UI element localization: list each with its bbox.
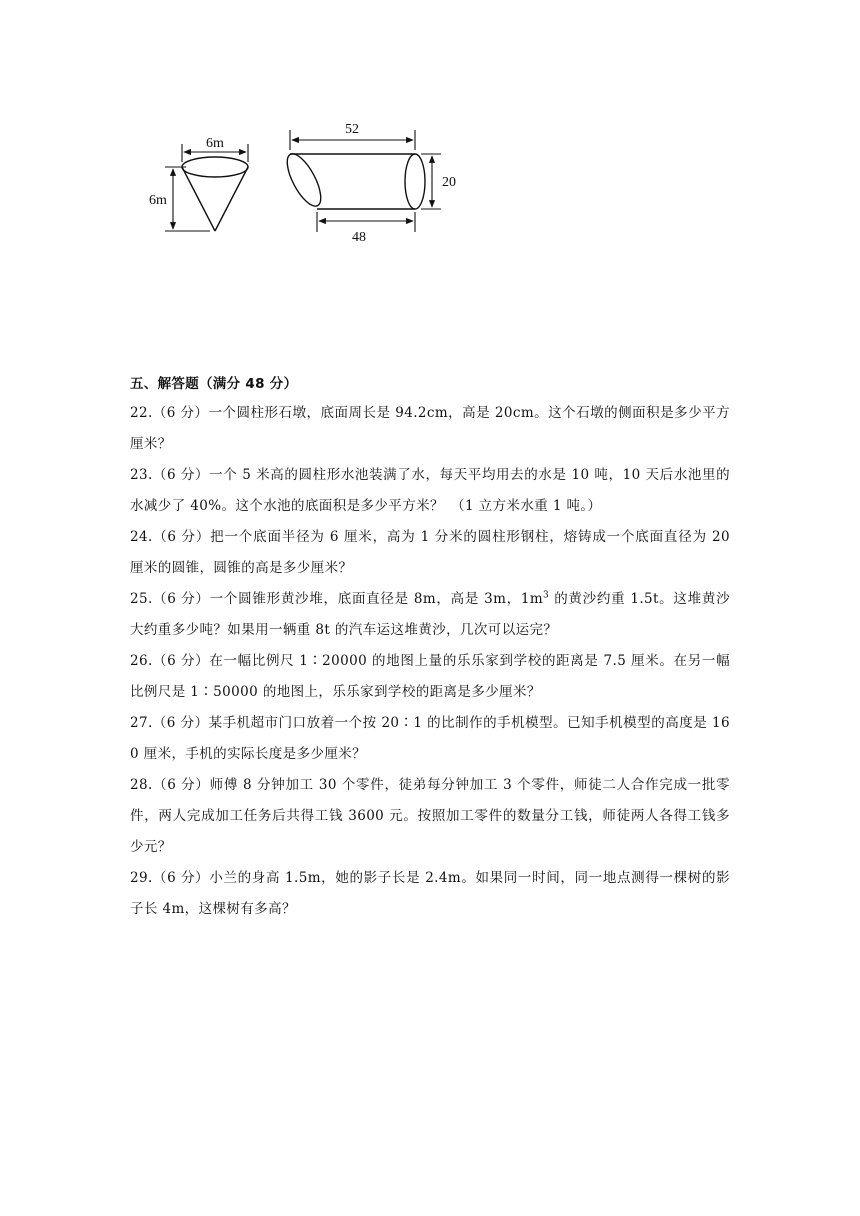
question-24: 24.（6 分）把一个底面半径为 6 厘米，高为 1 分米的圆柱形钢柱，熔铸成一个底面直径为 20 厘米的圆锥，圆锥的高是多少厘米？ <box>130 529 730 576</box>
question-27: 27.（6 分）某手机超市门口放着一个按 20∶1 的比制作的手机模型。已知手机模型的高度是 160 厘米，手机的实际长度是多少厘米？ <box>130 715 730 762</box>
question-26: 26.（6 分）在一幅比例尺 1∶20000 的地图上量的乐乐家到学校的距离是 7.5 厘米。在另一幅比例尺是 1∶50000 的地图上，乐乐家到学校的距离是多少厘米？ <box>130 653 730 700</box>
cylinder-height-dimension <box>421 154 441 209</box>
question-25-text-after: 的黄沙约重 1.5t。这堆黄沙大约重多少吨？如果用一辆重 8t 的汽车运这堆黄沙，几次可以运完？ <box>130 591 730 638</box>
cone-side-label: 6m <box>149 193 167 208</box>
figure-svg <box>140 110 480 250</box>
question-22: 22.（6 分）一个圆柱形石墩，底面周长是 94.2cm，高是 20cm。这个石墩的侧面积是多少平方厘米？ <box>130 405 730 452</box>
question-25-text-before: 25.（6 分）一个圆锥形黄沙堆，底面直径是 8m，高是 3m， <box>130 591 521 607</box>
question-25 <box>130 584 730 646</box>
cylinder-bottom-label: 48 <box>352 230 366 245</box>
cylinder-top-label: 52 <box>345 122 359 137</box>
geometry-figure <box>140 110 480 250</box>
section-title: 五、解答题（满分 48 分） <box>130 376 298 392</box>
question-29: 29.（6 分）小兰的身高 1.5m，她的影子长是 2.4m。如果同一时间，同一地点测得一棵树的影子长 4m，这棵树有多高？ <box>130 870 730 917</box>
cone-shape <box>182 157 248 231</box>
cylinder-shape <box>281 149 425 211</box>
question-list <box>130 398 730 925</box>
cone-top-label: 6m <box>206 136 224 151</box>
cylinder-height-label: 20 <box>442 175 456 190</box>
cubic-meter-unit: $1m^3$ <box>520 590 550 607</box>
cylinder-bottom-dimension <box>317 212 415 232</box>
question-28: 28.（6 分）师傅 8 分钟加工 30 个零件，徒弟每分钟加工 3 个零件，师徒二人合作完成一批零件，两人完成加工任务后共得工钱 3600 元。按照加工零件的数量分工钱，师徒两人各得工钱多少元？ <box>130 777 730 855</box>
question-23: 23.（6 分）一个 5 米高的圆柱形水池装满了水，每天平均用去的水是 10 吨，10 天后水池里的水减少了 40%。这个水池的底面积是多少平方米？ （1 立方米水重 1 吨。） <box>130 467 730 514</box>
